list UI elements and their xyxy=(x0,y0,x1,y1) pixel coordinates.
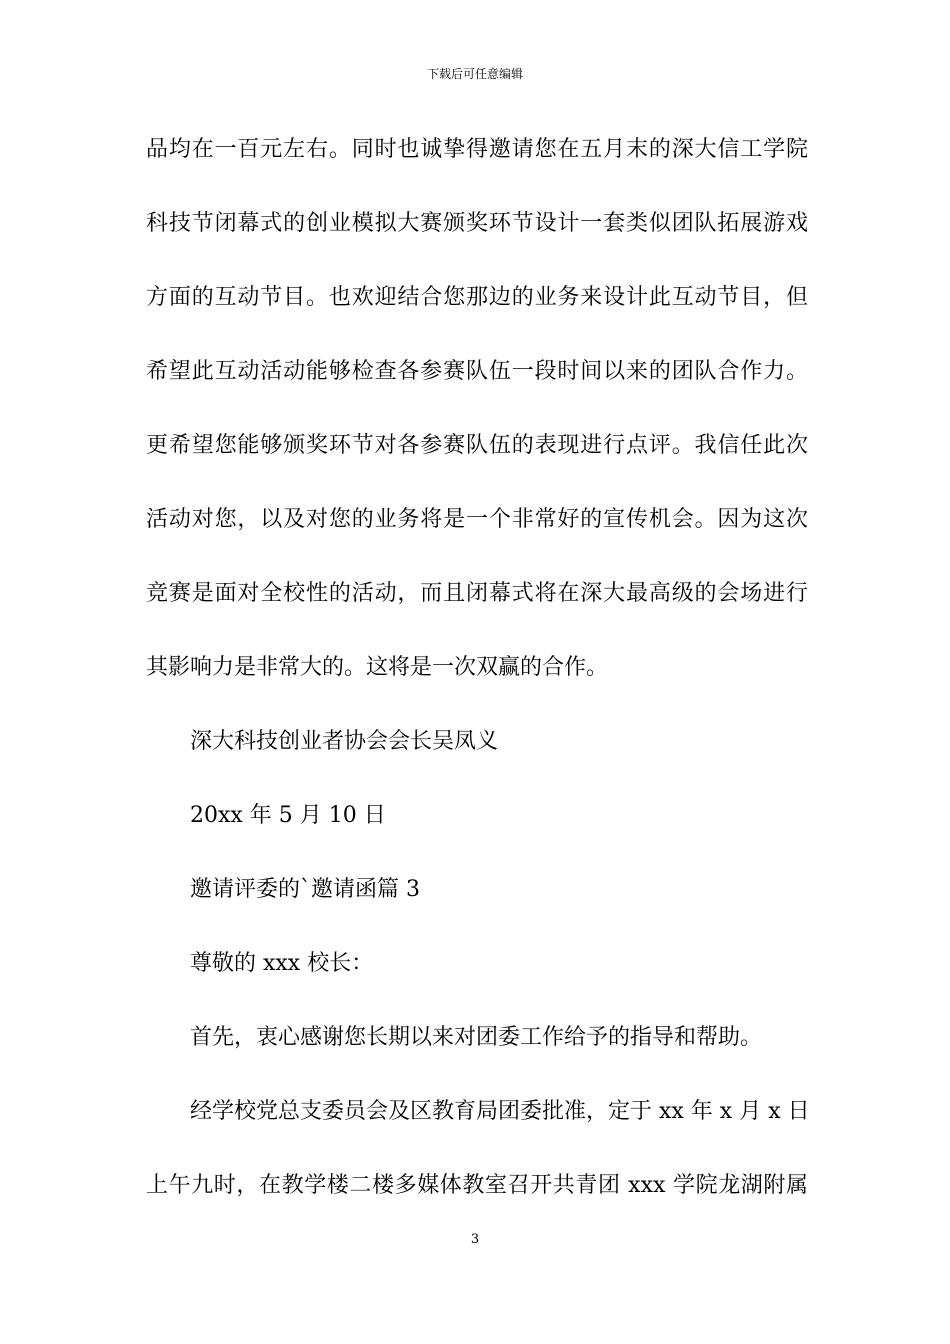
page-header: 下载后可任意编辑 xyxy=(426,67,523,81)
paragraph-line: 上午九时，在教学楼二楼多媒体教室召开共青团 xxx 学院龙湖附属 xyxy=(146,1173,808,1198)
paragraph-line: 首先，衷心感谢您长期以来对团委工作给予的指导和帮助。 xyxy=(190,1025,763,1050)
page-number: 3 xyxy=(470,1232,480,1247)
paragraph-line: 其影响力是非常大的。这将是一次双赢的合作。 xyxy=(146,655,609,680)
salutation: 尊敬的 xxx 校长： xyxy=(190,951,374,976)
paragraph-line: 活动对您，以及对您的业务将是一个非常好的宣传机会。因为这次 xyxy=(146,507,808,532)
signature-name: 深大科技创业者协会会长吴凤义 xyxy=(190,729,499,754)
paragraph-line: 经学校党总支委员会及区教育局团委批准，定于 xx 年 x 月 x 日 xyxy=(190,1099,810,1124)
paragraph-line: 品均在一百元左右。同时也诚挚得邀请您在五月末的深大信工学院 xyxy=(146,137,808,162)
paragraph-line: 更希望您能够颁奖环节对各参赛队伍的表现进行点评。我信任此次 xyxy=(146,433,808,458)
signature-date: 20xx 年 5 月 10 日 xyxy=(190,803,386,828)
paragraph-line: 竞赛是面对全校性的活动，而且闭幕式将在深大最高级的会场进行 xyxy=(146,581,808,606)
paragraph-line: 方面的互动节目。也欢迎结合您那边的业务来设计此互动节目，但 xyxy=(146,285,808,310)
section-title: 邀请评委的`邀请函篇 3 xyxy=(190,877,420,902)
paragraph-line: 科技节闭幕式的创业模拟大赛颁奖环节设计一套类似团队拓展游戏 xyxy=(146,211,808,236)
paragraph-line: 希望此互动活动能够检查各参赛队伍一段时间以来的团队合作力。 xyxy=(146,359,808,384)
document-body xyxy=(146,132,808,1242)
